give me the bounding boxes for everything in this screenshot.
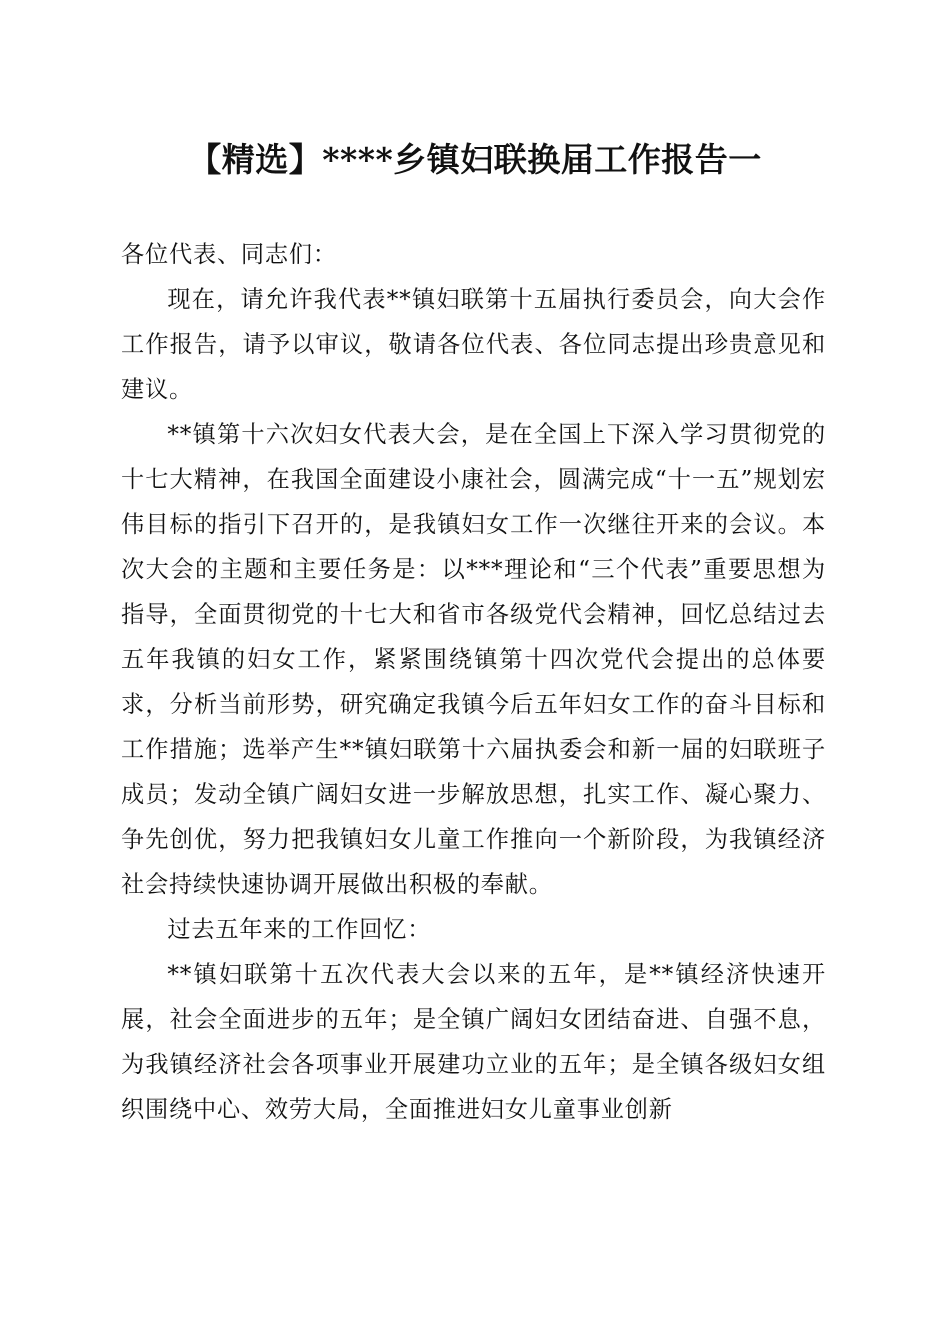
section-heading-review: 过去五年来的工作回忆：: [167, 916, 432, 943]
document-body: [121, 232, 826, 1132]
paragraph-1: 现在，请允许我代表**镇妇联第十五届执行委员会，向大会作工作报告，请予以审议，敬请各位代表、各位同志提出珍贵意见和建议。: [121, 286, 826, 403]
document-title: 【精选】****乡镇妇联换届工作报告一: [188, 140, 762, 179]
salutation: 各位代表、同志们：: [121, 241, 337, 268]
paragraph-2: **镇第十六次妇女代表大会，是在全国上下深入学习贯彻党的十七大精神，在我国全面建设小康社会，圆满完成“十一五”规划宏伟目标的指引下召开的，是我镇妇女工作一次继往开来的会议。本次大会的主题和主要任务是：以***理论和“三个代表”重要思想为指导，全面贯彻党的十七大和省市各级党代会精神，回忆总结过去五年我镇的妇女工作，紧紧围绕镇第十四次党代会提出的总体要求，分析当前形势，研究确定我镇今后五年妇女工作的奋斗目标和工作措施；选举产生**镇妇联第十六届执委会和新一届的妇联班子成员；发动全镇广阔妇女进一步解放思想，扎实工作、凝心聚力、争先创优，努力把我镇妇女儿童工作推向一个新阶段，为我镇经济社会持续快速协调开展做出积极的奉献。: [121, 421, 826, 898]
paragraph-3: **镇妇联第十五次代表大会以来的五年，是**镇经济快速开展，社会全面进步的五年；是全镇广阔妇女团结奋进、自强不息，为我镇经济社会各项事业开展建功立业的五年；是全镇各级妇女组织围绕中心、效劳大局，全面推进妇女儿童事业创新: [121, 961, 826, 1123]
